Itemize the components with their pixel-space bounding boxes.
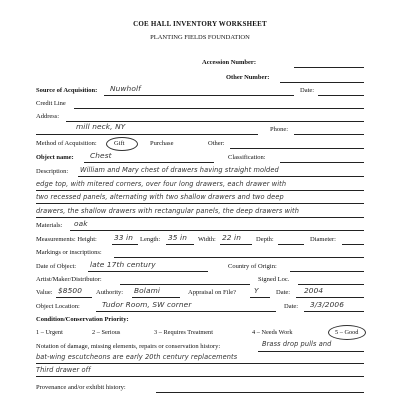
- appraisal-value: Y: [254, 286, 259, 295]
- notation-rule-3[interactable]: [36, 376, 364, 377]
- description-rule-2[interactable]: [36, 190, 364, 191]
- source-value: Nuwholf: [110, 84, 141, 93]
- signed-loc-field[interactable]: [298, 284, 364, 285]
- source-label: Source of Acquisition:: [36, 87, 98, 94]
- appraisal-label: Appraisal on File?: [188, 289, 237, 296]
- method-purchase-option[interactable]: Purchase: [150, 140, 174, 147]
- width-field[interactable]: [220, 244, 252, 245]
- location-date-label: Date:: [284, 303, 299, 310]
- location-field[interactable]: [96, 311, 276, 312]
- credit-line-field[interactable]: [74, 108, 364, 109]
- classification-field[interactable]: [280, 162, 364, 163]
- phone-field[interactable]: [294, 134, 364, 135]
- description-rule-1[interactable]: [78, 176, 364, 177]
- diameter-field[interactable]: [342, 244, 364, 245]
- location-label: Object Location:: [36, 303, 80, 310]
- condition-option-needs-work[interactable]: 4 – Needs Work: [252, 329, 293, 336]
- value-label: Value:: [36, 289, 53, 296]
- other-number-field[interactable]: [280, 82, 364, 83]
- appraisal-date-label: Date:: [276, 289, 291, 296]
- appraisal-date-field[interactable]: [296, 297, 364, 298]
- method-other-label: Other:: [208, 140, 225, 147]
- length-field[interactable]: [166, 244, 194, 245]
- description-line-1: William and Mary chest of drawers having straight molded: [80, 166, 279, 174]
- object-name-value: Chest: [90, 151, 112, 160]
- width-label: Width:: [198, 236, 216, 243]
- artist-field[interactable]: [120, 284, 250, 285]
- height-field[interactable]: [112, 244, 138, 245]
- country-field[interactable]: [290, 271, 364, 272]
- length-label: Length:: [140, 236, 161, 243]
- signed-loc-label: Signed Loc.: [258, 276, 290, 283]
- appraisal-date-value: 2004: [304, 286, 324, 295]
- markings-label: Markings or inscriptions:: [36, 249, 102, 256]
- artist-label: Artist/Maker/Distributor:: [36, 276, 102, 283]
- source-field[interactable]: [104, 95, 294, 96]
- value-value: $8500: [58, 286, 83, 295]
- credit-line-label: Credit Line: [36, 100, 66, 107]
- notation-line-3: Third drawer off: [36, 366, 91, 374]
- accession-number-field[interactable]: [294, 67, 364, 68]
- location-date-value: 3/3/2006: [310, 300, 344, 309]
- country-label: Country of Origin:: [228, 263, 277, 270]
- width-value: 22 in: [222, 233, 241, 242]
- classification-label: Classification:: [228, 154, 266, 161]
- notation-label: Notation of damage, missing elements, repairs or conservation history:: [36, 343, 221, 350]
- date-of-object-field[interactable]: [88, 271, 208, 272]
- provenance-label: Provenance and/or exhibit history:: [36, 384, 126, 391]
- other-number-label: Other Number:: [226, 74, 270, 81]
- description-label: Description:: [36, 168, 69, 175]
- height-value: 33 in: [114, 233, 133, 242]
- description-line-3: two recessed panels, alternating with two shallow drawers and two deep: [36, 193, 284, 201]
- authority-label: Authority:: [96, 289, 124, 296]
- length-value: 35 in: [168, 233, 187, 242]
- address-value: mill neck, NY: [76, 122, 126, 131]
- height-label: Measurements: Height:: [36, 236, 97, 243]
- materials-field[interactable]: [70, 230, 364, 231]
- condition-option-requires-treatment[interactable]: 3 – Requires Treatment: [154, 329, 213, 336]
- materials-value: oak: [74, 219, 88, 228]
- address-line-2[interactable]: [36, 134, 258, 135]
- condition-heading: Condition/Conservation Priority:: [36, 316, 129, 323]
- description-line-4: drawers, the shallow drawers with rectangular panels, the deep drawers with: [36, 207, 299, 215]
- value-field[interactable]: [56, 297, 92, 298]
- markings-field[interactable]: [114, 257, 364, 258]
- description-rule-3[interactable]: [36, 203, 364, 204]
- method-other-field[interactable]: [230, 148, 364, 149]
- phone-label: Phone:: [270, 126, 289, 133]
- date-of-object-value: late 17th century: [90, 260, 156, 269]
- notation-rule-2[interactable]: [36, 363, 364, 364]
- description-line-2: edge top, with mitered corners, over four long drawers, each drawer with: [36, 180, 287, 188]
- condition-option-serious[interactable]: 2 – Serious: [92, 329, 121, 336]
- worksheet-title: COE HALL INVENTORY WORKSHEET: [133, 20, 267, 28]
- object-name-field[interactable]: [84, 162, 214, 163]
- authority-value: Bolami: [134, 286, 161, 295]
- diameter-label: Diameter:: [310, 236, 336, 243]
- location-date-field[interactable]: [304, 311, 364, 312]
- description-rule-4[interactable]: [36, 217, 364, 218]
- authority-field[interactable]: [132, 297, 180, 298]
- depth-label: Depth:: [256, 236, 274, 243]
- notation-line-2: bat-wing escutcheons are early 20th century replacements: [36, 353, 238, 361]
- source-date-label: Date:: [300, 87, 315, 94]
- object-name-label: Object name:: [36, 154, 74, 161]
- condition-option-good[interactable]: 5 – Good: [335, 329, 359, 336]
- address-label: Address:: [36, 113, 60, 120]
- depth-field[interactable]: [278, 244, 304, 245]
- notation-line-1: Brass drop pulls and: [262, 340, 332, 348]
- method-label: Method of Acquisition:: [36, 140, 97, 147]
- date-of-object-label: Date of Object:: [36, 263, 77, 270]
- provenance-field[interactable]: [156, 392, 364, 393]
- accession-number-label: Accession Number:: [202, 59, 256, 66]
- location-value: Tudor Room, SW corner: [102, 300, 192, 309]
- materials-label: Materials:: [36, 222, 63, 229]
- appraisal-field[interactable]: [250, 297, 270, 298]
- worksheet-subtitle: PLANTING FIELDS FOUNDATION: [150, 34, 250, 41]
- method-gift-option[interactable]: Gift: [114, 140, 125, 147]
- notation-rule-1[interactable]: [258, 351, 364, 352]
- condition-option-urgent[interactable]: 1 – Urgent: [36, 329, 63, 336]
- source-date-field[interactable]: [318, 95, 364, 96]
